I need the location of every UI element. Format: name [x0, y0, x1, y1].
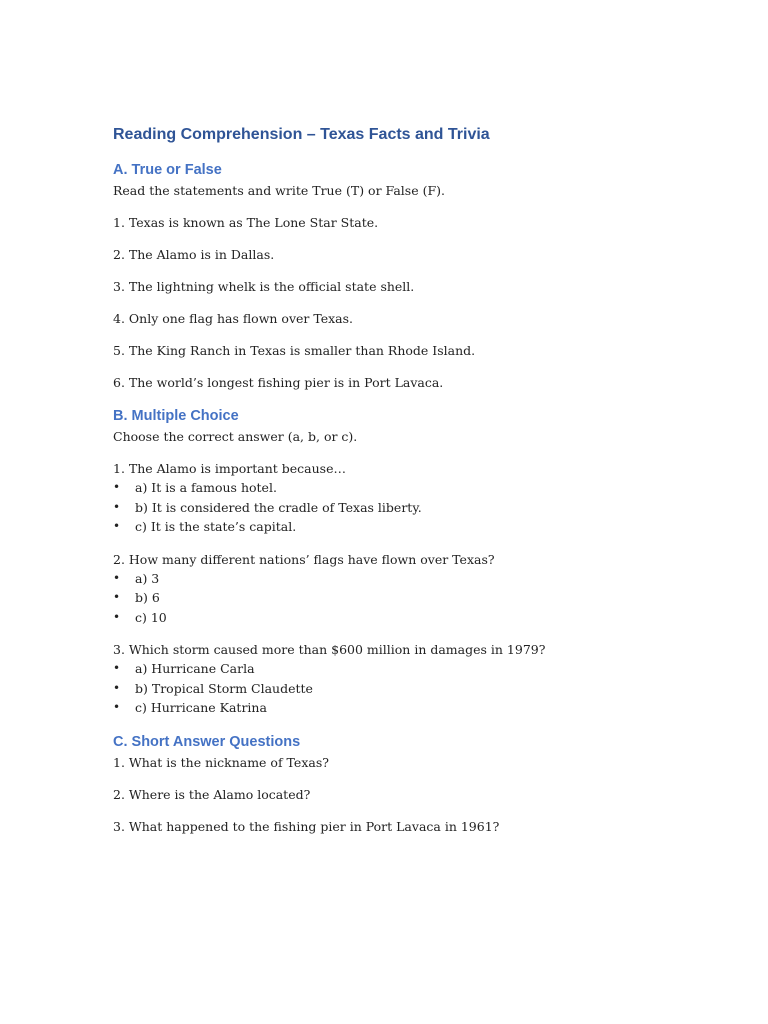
answer-option [113, 659, 713, 679]
bullet-icon: • [113, 519, 121, 533]
section-c-heading: C. Short Answer Questions [113, 733, 301, 750]
section-a-instruction: Read the statements and write True (T) or False (F). [113, 183, 445, 198]
answer-option-text: c) 10 [135, 609, 167, 625]
answer-option-text: b) Tropical Storm Claudette [135, 680, 313, 696]
short-answer-question: 2. Where is the Alamo located? [113, 786, 311, 802]
section-short-answer [113, 732, 713, 836]
answer-options-list [113, 569, 713, 628]
bullet-icon: • [113, 499, 121, 514]
true-false-item: 1. Texas is known as The Lone Star State. [113, 215, 379, 230]
bullet-icon: • [113, 480, 121, 494]
true-false-item: 5. The King Ranch in Texas is smaller than Rhode Island. [113, 343, 476, 358]
section-multiple-choice [113, 406, 713, 718]
answer-option [113, 679, 713, 699]
section-a-heading: A. True or False [113, 162, 222, 178]
bullet-icon: • [113, 680, 121, 695]
short-answer-question: 3. What happened to the fishing pier in Port Lavaca in 1961? [113, 818, 500, 834]
multiple-choice-question: 1. The Alamo is important because… [113, 461, 346, 476]
true-false-item: 3. The lightning whelk is the official state shell. [113, 279, 415, 294]
answer-option [113, 698, 713, 718]
answer-option-text: b) 6 [135, 590, 160, 605]
answer-option-text: a) It is a famous hotel. [135, 480, 277, 495]
answer-option-text: a) Hurricane Carla [135, 661, 255, 676]
true-false-item: 6. The world’s longest fishing pier is in Port Lavaca. [113, 375, 444, 390]
section-b-instruction: Choose the correct answer (a, b, or c). [113, 429, 358, 444]
answer-option [113, 608, 713, 628]
bullet-icon: • [113, 590, 121, 604]
bullet-icon: • [113, 661, 121, 675]
multiple-choice-question: 3. Which storm caused more than $600 million in damages in 1979? [113, 642, 546, 657]
document-title: Reading Comprehension – Texas Facts and Trivia [113, 126, 490, 143]
answer-option-text: c) It is the state’s capital. [135, 519, 297, 534]
answer-option [113, 588, 713, 608]
bullet-icon: • [113, 700, 121, 714]
true-false-item: 4. Only one flag has flown over Texas. [113, 311, 354, 326]
answer-options-list [113, 478, 713, 537]
answer-option [113, 517, 713, 537]
multiple-choice-question: 2. How many different nations’ flags have flown over Texas? [113, 551, 495, 567]
short-answer-question: 1. What is the nickname of Texas? [113, 754, 329, 770]
answer-option [113, 478, 713, 498]
answer-option [113, 498, 713, 518]
answer-option-text: c) Hurricane Katrina [135, 700, 267, 715]
answer-option [113, 569, 713, 589]
answer-option-text: b) It is considered the cradle of Texas liberty. [135, 499, 422, 515]
section-true-false [113, 160, 713, 392]
document-page [113, 124, 713, 836]
section-b-heading: B. Multiple Choice [113, 408, 239, 424]
answer-options-list [113, 659, 713, 718]
bullet-icon: • [113, 609, 121, 624]
bullet-icon: • [113, 570, 121, 585]
answer-option-text: a) 3 [135, 570, 160, 586]
true-false-item: 2. The Alamo is in Dallas. [113, 247, 275, 262]
